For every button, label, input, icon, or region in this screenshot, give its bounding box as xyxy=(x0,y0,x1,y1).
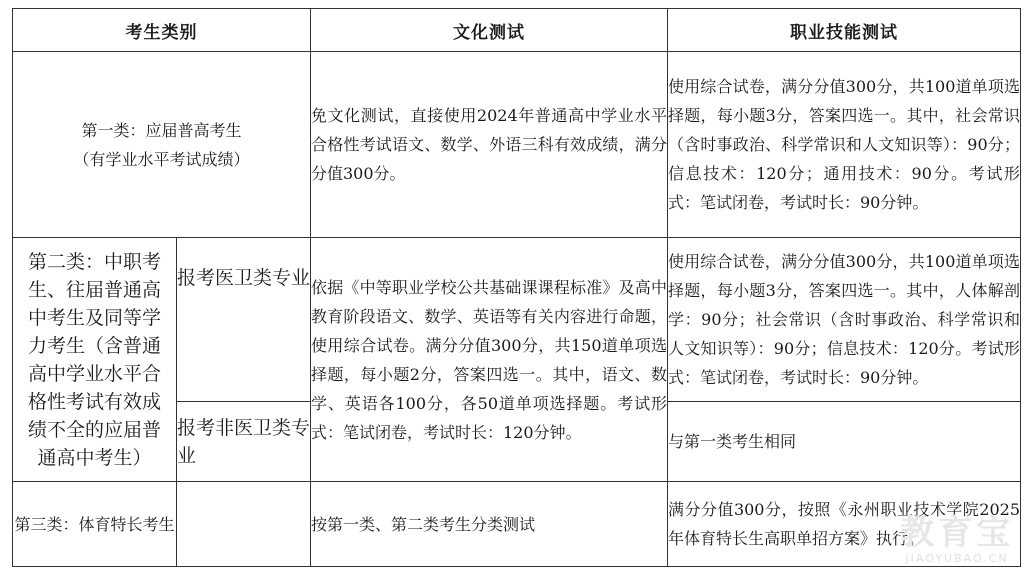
third-culture-cell: 按第一类、第二类考生分类测试 xyxy=(311,482,668,567)
header-category: 考生类别 xyxy=(13,9,311,52)
watermark-text: 教育宝 xyxy=(900,513,1014,553)
table-row xyxy=(13,238,1021,402)
first-category-cell: 第一类：应届普高考生 （有学业水平考试成绩） xyxy=(13,52,311,238)
watermark-url: JIAOYUBAO.CN xyxy=(905,552,1009,565)
table-row xyxy=(13,482,1021,567)
exam-table xyxy=(12,8,1021,567)
second-skill-nonmedical-cell: 与第一类考生相同 xyxy=(668,402,1021,482)
header-skill-test: 职业技能测试 xyxy=(668,9,1021,52)
third-empty-cell xyxy=(177,482,311,567)
header-culture-test: 文化测试 xyxy=(311,9,668,52)
second-sub-medical-cell: 报考医卫类专业 xyxy=(177,238,311,402)
table-header-row xyxy=(13,9,1021,52)
second-category-cell: 第二类：中职考生、往届普通高中考生及同等学力考生（含普通高中学业水平合格性考试有效成绩不全的应届普通高中考生） xyxy=(13,238,177,482)
first-skill-cell: 使用综合试卷，满分分值300分，共100道单项选择题，每小题3分，答案四选一。其中，社会常识（含时事政治、科学常识和人文知识等）：90分；信息技术：120分；通用技术：90分。考试形式：笔试闭卷，考试时长：90分钟。 xyxy=(668,52,1021,238)
first-culture-cell: 免文化测试，直接使用2024年普通高中学业水平合格性考试语文、数学、外语三科有效成绩，满分分值300分。 xyxy=(311,52,668,238)
table-row xyxy=(13,52,1021,238)
second-culture-cell: 依据《中等职业学校公共基础课课程标准》及高中教育阶段语文、数学、英语等有关内容进行命题，使用综合试卷。满分分值300分，共150道单项选择题，每小题2分，答案四选一。其中，语文、数学、英语各100分，各50道单项选择题。考试形式：笔试闭卷，考试时长：120分钟。 xyxy=(311,238,668,482)
third-skill-cell: 满分分值300分，按照《永州职业技术学院2025年体育特长生高职单招方案》执行。 xyxy=(668,482,1021,567)
second-sub-nonmedical-cell: 报考非医卫类专业 xyxy=(177,402,311,482)
third-category-cell: 第三类：体育特长考生 xyxy=(13,482,177,567)
second-skill-medical-cell: 使用综合试卷，满分分值300分，共100道单项选择题，每小题3分，答案四选一。其中，人体解剖学：90分；社会常识（含时事政治、科学常识和人文知识等）：90分；信息技术：120分。考试形式：笔试闭卷，考试时长：90分钟。 xyxy=(668,238,1021,402)
